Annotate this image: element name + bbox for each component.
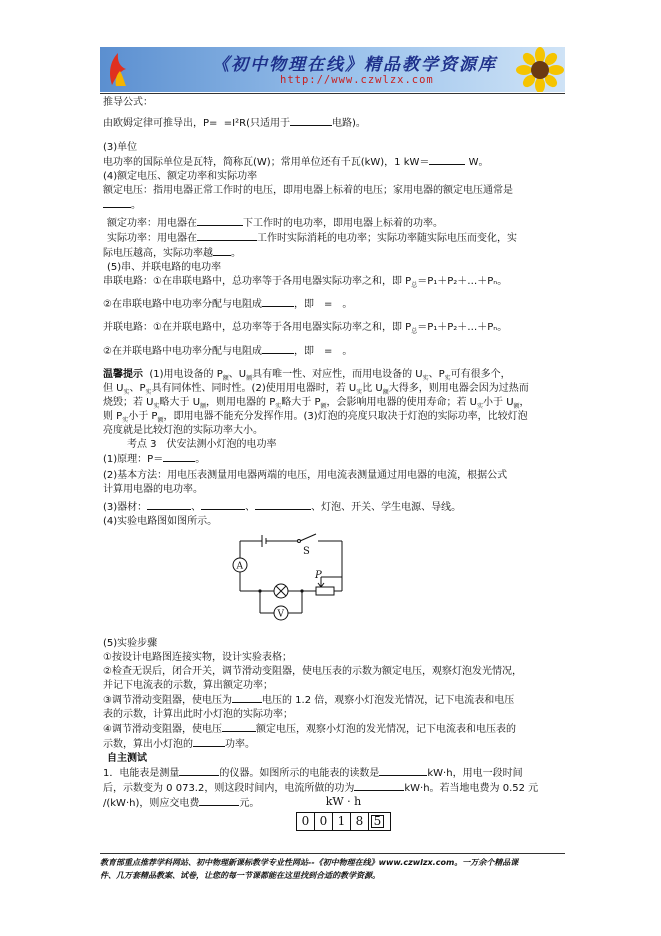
site-title: 《初中物理在线》精品教学资源库: [212, 55, 497, 75]
sunflower-icon: [514, 47, 565, 92]
answer-blank[interactable]: [201, 500, 245, 510]
switch-label: S: [303, 546, 310, 557]
footer: [100, 856, 565, 882]
text-line: 由欧姆定律可推导出，P= =I²R(只适用于 电路)。: [103, 118, 366, 129]
answer-blank[interactable]: [232, 693, 262, 703]
answer-blank[interactable]: [147, 500, 191, 510]
junction-dot: [300, 589, 303, 592]
answer-blank[interactable]: [262, 344, 294, 354]
text-line: 并联电路：①在并联电路中，总功率等于各用电器实际功率之和，即 $P_总=P_1+P_2+\dots+P_n$。: [103, 322, 508, 335]
footer-line: 件、几万套精品教案、试卷，让您的每一节课都能在这里找到合适的教学资源。: [100, 871, 380, 880]
text-line: 1．电能表是测量 的仪器。如图所示的电能表的读数是 kW·h，用电一段时间: [103, 768, 523, 779]
answer-blank[interactable]: [199, 796, 239, 806]
text-line: ③调节滑动变阻器，使电压为 电压的 1.2 倍，观察小灯泡发光情况，记下电流表和电压: [103, 695, 515, 706]
text-line: ②在并联电路中电功率分配与电阻成 ，即 = 。: [103, 346, 353, 357]
text-line: (1)原理：P＝ 。: [103, 454, 206, 465]
text-line: /(kW·h)，则应交电费 元。: [103, 798, 260, 809]
text-line: 烧毁；若 $U_实$略大于 $U_额$，则用电器的 $P_实$略大于 $P_额$，会影响用电器的使用寿命；若 $U_实$小于 $U_额$，: [103, 397, 530, 410]
text-line: (2)基本方法：用电压表测量用电器两端的电压，用电流表测量通过用电器的电流，根据公式: [103, 470, 508, 481]
answer-blank[interactable]: [262, 297, 294, 307]
answer-blank[interactable]: [290, 116, 332, 126]
site-url[interactable]: http://www.czwlzx.com: [280, 74, 434, 86]
rheostat-body: [316, 587, 334, 595]
text-line: (3)单位: [103, 142, 138, 153]
text-line: 并记下电流表的示数，算出额定功率；: [103, 680, 273, 691]
text-line: 则 $P_实$小于 $P_额$，即用电器不能充分发挥作用。(3)灯泡的亮度只取决于灯泡的实际功率，比较灯泡: [103, 411, 528, 424]
text-line: 温馨提示 (1)用电设备的 $P_额$、$U_额$具有唯一性、对应性，而用电设备的 $U_实$、$P_实$可有很多个，: [103, 369, 511, 382]
text-line: ④调节滑动变阻器，使电压 额定电压，观察小灯泡的发光情况，记下电流表和电压表的: [103, 724, 516, 735]
text-line: 推导公式：: [103, 97, 153, 108]
text-line: 计算用电器的电功率。: [103, 484, 203, 495]
rheostat-label: P: [315, 570, 322, 581]
answer-blank[interactable]: [379, 766, 427, 776]
site-logo-icon: [106, 51, 128, 87]
text-line: 示数，算出小灯泡的 功率。: [103, 739, 255, 750]
text-line: (4)额定电压、额定功率和实际功率: [103, 171, 258, 182]
text-line: (4)实验电路图如图所示。: [103, 516, 218, 527]
text-line: 串联电路：①在串联电路中，总功率等于各用电器实际功率之和，即 $P_总=P_1+P_2+\dots+P_n$。: [103, 276, 508, 289]
meter-digit-decimal: 5: [369, 813, 386, 830]
section-heading: 考点 3 伏安法测小灯泡的电功率: [127, 439, 277, 450]
meter-digit: 0: [297, 813, 315, 830]
text-line: ②在串联电路中电功率分配与电阻成 ，即 = 。: [103, 299, 353, 310]
section-heading: 自主测试: [107, 753, 147, 764]
answer-blank[interactable]: [255, 500, 311, 510]
answer-blank[interactable]: [193, 737, 225, 747]
header-banner: [100, 47, 565, 92]
text-line: (3)器材： 、 、 、灯泡、开关、学生电源、导线。: [103, 502, 462, 513]
answer-blank[interactable]: [354, 781, 404, 791]
text-line: 后，示数变为 0 073.2，则这段时间内，电流所做的功为 kW·h。若当地电费为 0.52 元: [103, 783, 539, 794]
text-line: (5)实验步骤: [103, 638, 158, 649]
junction-dot: [258, 589, 261, 592]
text-line: ②检查无误后，闭合开关，调节滑动变阻器，使电压表的示数为额定电压，观察灯泡发光情况，: [103, 666, 522, 677]
ammeter-label: A: [236, 561, 243, 572]
document-body: [103, 96, 563, 811]
meter-unit: kW · h: [325, 795, 362, 808]
answer-blank[interactable]: [222, 722, 256, 732]
text-line: (5)串、并联电路的电功率: [107, 262, 222, 273]
answer-blank[interactable]: [103, 198, 131, 208]
text-line: 亮度就是比较灯泡的实际功率大小。: [103, 425, 263, 436]
answer-blank[interactable]: [429, 155, 465, 165]
header-divider: [100, 93, 565, 94]
text-line: 表的示数，计算出此时小灯泡的实际功率；: [103, 709, 293, 720]
answer-blank[interactable]: [197, 231, 257, 241]
voltmeter-label: V: [277, 609, 284, 620]
energy-meter: [296, 795, 391, 831]
answer-blank[interactable]: [213, 246, 231, 256]
tip-label: 温馨提示: [103, 369, 143, 380]
meter-digits: [296, 812, 391, 831]
text-line: 电功率的国际单位是瓦特，简称瓦(W)；常用单位还有千瓦(kW)，1 kW＝ W。: [103, 157, 489, 168]
meter-digit: 8: [351, 813, 369, 830]
meter-digit: 0: [315, 813, 333, 830]
text-line: 实际功率：用电器在 工作时实际消耗的电功率；实际功率随实际电压而变化，实: [107, 233, 517, 244]
text-line: 额定功率：用电器在 下工作时的电功率，即用电器上标着的功率。: [107, 218, 443, 229]
meter-digit: 1: [333, 813, 351, 830]
text-line: 。: [103, 198, 563, 213]
circuit-diagram: [226, 533, 348, 623]
text-line: 额定电压：指用电器正常工作时的电压，即用电器上标着的电压；家用电器的额定电压通常是: [103, 185, 513, 196]
answer-blank[interactable]: [197, 216, 243, 226]
text-line: 际电压越高，实际功率越 。: [103, 248, 241, 259]
text-line: 但 $U_实$、$P_实$具有同体性、同时性。(2)使用用电器时，若 $U_实$比 $U_额$大得多，则用电器会因为过热而: [103, 383, 529, 396]
switch-blade: [300, 534, 316, 541]
answer-blank[interactable]: [179, 766, 219, 776]
text-line: ①按设计电路图连接实物，设计实验表格；: [103, 652, 292, 663]
footer-divider: [100, 853, 565, 854]
footer-line: 教育部重点推荐学科网站、初中物理新课标教学专业性网站--《初中物理在线》www.czwlzx.com。一万余个精品课: [100, 858, 519, 867]
answer-blank[interactable]: [163, 452, 195, 462]
